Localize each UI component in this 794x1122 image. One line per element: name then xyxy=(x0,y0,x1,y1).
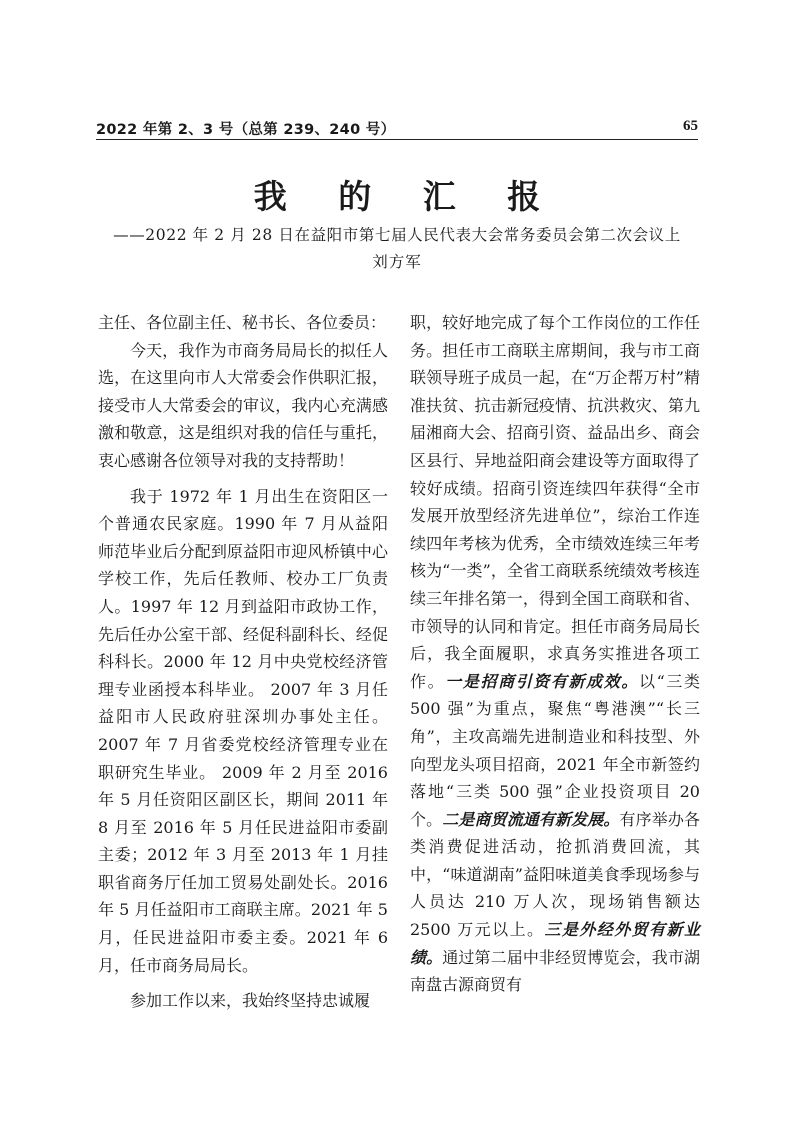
paragraph: 我于 1972 年 1 月出生在资阳区一个普通农民家庭。1990 年 7 月从益阳师范毕业后分配到原益阳市迎风桥镇中心学校工作，先后任教师、校办工厂负责人。1997 年 12 月到益阳市政协工作，先后任办公室干部、经促科副科长、经促科科长。2000 年 12 月中央党校经济管理专业函授本科毕业。 2007 年 3 月任益阳市人民政府驻深圳办事处主任。2007 年 7 月省委党校经济管理专业在职研究生毕业。 2009 年 2 月至 2016 年 5 月任资阳区副区长，期间 2011 年 8 月至 2016 年 5 月任民进益阳市委副主委；2012 年 3 月至 2013 年 1 月挂职省商务厅任加工贸易处副处长。2016 年 5 月任益阳市工商联主席。2021 年 5 月，任民进益阳市委主委。2021 年 6 月，任市商务局局长。 xyxy=(98,486,388,975)
header-divider xyxy=(96,139,698,140)
right-column xyxy=(410,309,700,999)
body-text: 职，较好地完成了每个工作岗位的工作任务。担任市工商联主席期间，我与市工商联领导班子成员一起，在“万企帮万村”精准扶贫、抗击新冠疫情、抗洪救灾、第九届湘商大会、招商引资、益品出乡、商会区县行、异地益阳商会建设等方面取得了较好成绩。招商引资连续四年获得“全市发展开放型经济先进单位”，综治工作连续四年考核为优秀，全市绩效连续三年考核为“一类”，全省工商联系统绩效考核连续三年排名第一，得到全国工商联和省、市领导的认同和肯定。担任市商务局局长后，我全面履职，求真务实推进各项工作。 xyxy=(410,313,700,691)
paragraph: 参加工作以来，我始终坚持忠诚履 xyxy=(130,991,371,1011)
body-text: 通过第二届中非经贸博览会，我市湖南盘古源商贸有 xyxy=(410,947,700,995)
article-title: 我 的 汇 报 xyxy=(253,177,561,216)
article-subtitle: ——2022 年 2 月 28 日在益阳市第七届人民代表大会常务委员会第二次会议上 xyxy=(113,226,681,244)
salutation: 主任、各位副主任、秘书长、各位委员： xyxy=(98,313,387,332)
emphasis-heading: 三是外经外贸有新业绩。 xyxy=(410,920,700,967)
paragraph: 今天，我作为市商务局局长的拟任人选，在这里向市人大常委会作供职汇报，接受市人大常委会的审议，我内心充满感激和敬意，这是组织对我的信任与重托，衷心感谢各位领导对我的支持帮助！ xyxy=(98,340,388,470)
body-text: 以“三类 500 强”为重点，聚焦“粤港澳”“长三角”，主攻高端先进制造业和科技型、外向型龙头项目招商，2021 年全市新签约落地“三类 500 强”企业投资项目 20 个。 xyxy=(410,671,700,829)
emphasis-heading: 一是招商引资有新成效。 xyxy=(445,671,639,691)
emphasis-heading: 二是商贸流通有新发展。 xyxy=(442,809,620,829)
body-text: 有序举办各类消费促进活动，抢抓消费回流，其中，“味道湖南”益阳味道美食季现场参与人员达 210 万人次，现场销售额达 2500 万元以上。 xyxy=(410,809,700,940)
left-column xyxy=(98,309,388,1015)
page-number: 65 xyxy=(683,118,698,134)
article-author: 刘方军 xyxy=(372,253,422,271)
paragraph xyxy=(410,309,700,999)
journal-issue: 2022 年第 2、3 号（总第 239、240 号） xyxy=(96,122,396,138)
